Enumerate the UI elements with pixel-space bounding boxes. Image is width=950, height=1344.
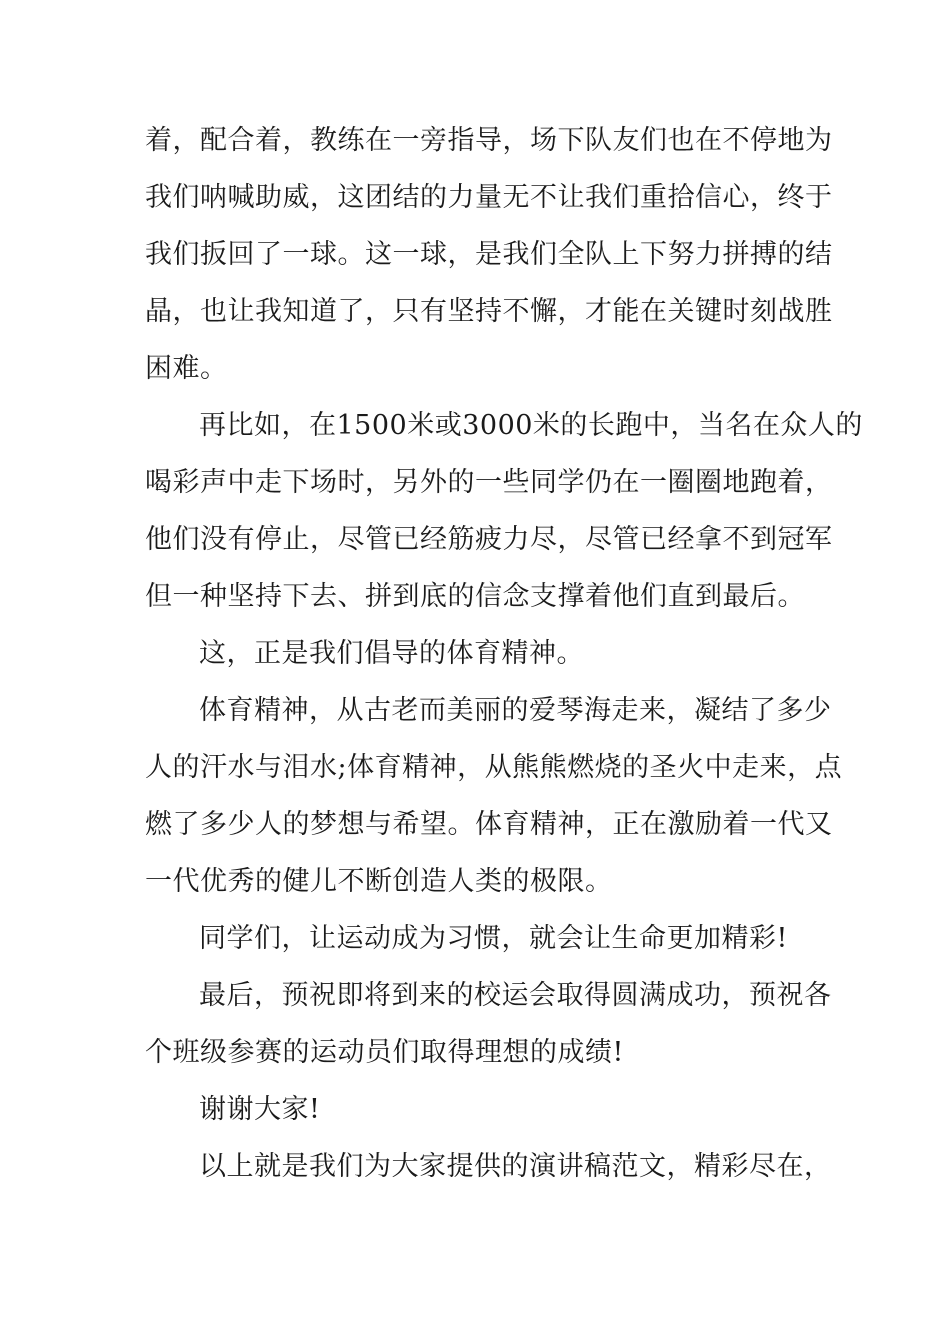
text-line: 困难。 <box>145 353 228 384</box>
text-line: 晶，也让我知道了，只有坚持不懈，才能在关键时刻战胜 <box>145 296 833 327</box>
text-line: 喝彩声中走下场时，另外的一些同学仍在一圈圈地跑着， <box>145 467 833 498</box>
text-line: 着，配合着，教练在一旁指导，场下队友们也在不停地为 <box>145 125 833 156</box>
text-line: 一代优秀的健儿不断创造人类的极限。 <box>145 866 613 897</box>
text-line: 我们呐喊助威，这团结的力量无不让我们重拾信心，终于 <box>145 182 833 213</box>
text-line: 我们扳回了一球。这一球，是我们全队上下努力拼搏的结 <box>145 239 833 270</box>
paragraph-start-line: 以上就是我们为大家提供的演讲稿范文，精彩尽在， <box>199 1151 832 1182</box>
text-line: 但一种坚持下去、拼到底的信念支撑着他们直到最后。 <box>145 581 805 612</box>
paragraph-start-line: 谢谢大家! <box>199 1094 321 1125</box>
paragraph-start-line: 这，正是我们倡导的体育精神。 <box>199 638 584 669</box>
document-body <box>145 112 863 1195</box>
paragraph-start-line: 体育精神，从古老而美丽的爱琴海走来，凝结了多少 <box>199 695 832 726</box>
paragraph-start-line: 再比如，在1500米或3000米的长跑中，当名在众人的 <box>199 410 863 441</box>
text-line: 个班级参赛的运动员们取得理想的成绩! <box>145 1037 624 1068</box>
text-line: 他们没有停止，尽管已经筋疲力尽，尽管已经拿不到冠军 <box>145 524 833 555</box>
text-line: 人的汗水与泪水;体育精神，从熊熊燃烧的圣火中走来，点 <box>145 752 843 783</box>
text-line: 燃了多少人的梦想与希望。体育精神，正在激励着一代又 <box>145 809 833 840</box>
paragraph-start-line: 同学们，让运动成为习惯，就会让生命更加精彩! <box>199 923 788 954</box>
paragraph-start-line: 最后，预祝即将到来的校运会取得圆满成功，预祝各 <box>199 980 832 1011</box>
